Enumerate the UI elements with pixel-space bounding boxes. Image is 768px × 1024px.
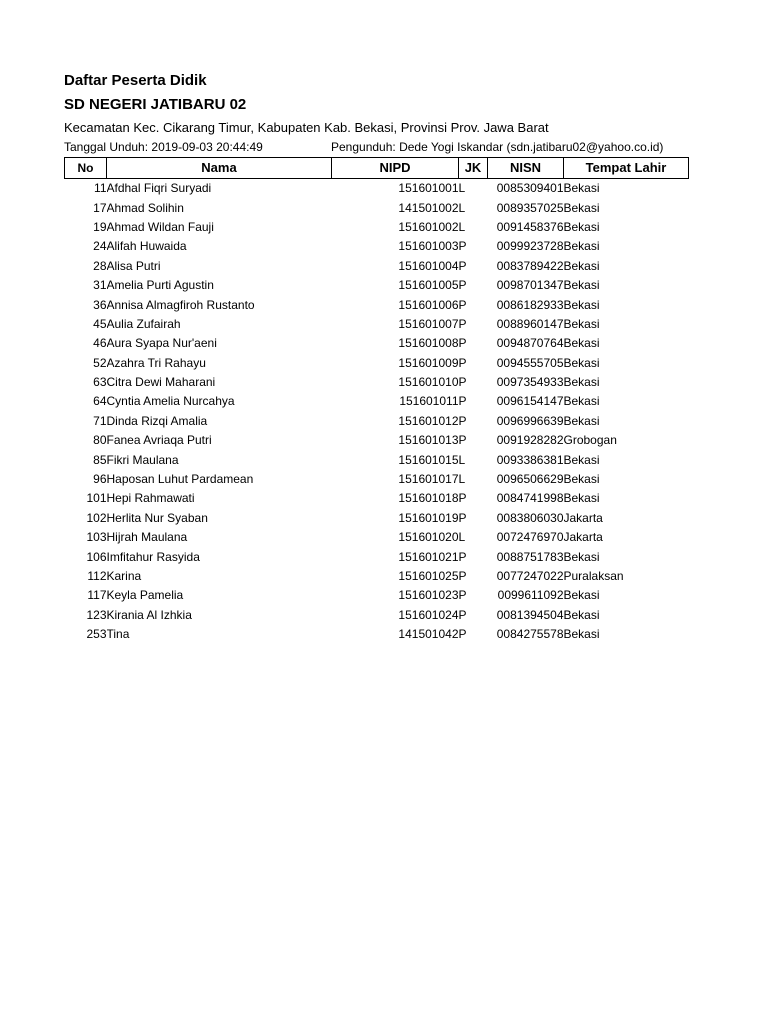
cell-no: 96 [93,472,107,487]
table-row [65,528,689,547]
table-row [65,334,689,353]
cell-nipd: 151601006 [398,297,459,312]
cell-nama: Kirania Al Izhkia [106,607,192,622]
table-row [65,431,689,450]
cell-nipd: 151601004 [398,258,459,273]
cell-no: 112 [87,569,107,583]
cell-no: 63 [93,375,107,390]
table-row [65,295,689,314]
cell-no: 80 [93,433,107,448]
table-row [65,315,689,334]
cell-nama: Fikri Maulana [106,452,179,467]
cell-tempat-lahir: Bekasi [563,239,600,254]
table-row [65,198,689,217]
cell-nipd: 151601011 [399,394,459,409]
table-row [65,257,689,276]
cell-nipd: 151601001 [398,181,459,196]
cell-tempat-lahir: Bekasi [563,491,600,506]
column-header-tempat-lahir: Tempat Lahir [564,158,689,179]
column-header-nisn: NISN [488,158,564,179]
table-row [65,489,689,508]
cell-nipd: 151601015 [398,452,459,467]
cell-tempat-lahir: Bekasi [563,627,600,642]
cell-tempat-lahir: Bekasi [563,588,600,603]
table-row [65,470,689,489]
cell-tempat-lahir: Bekasi [563,452,600,467]
cell-nisn: 0083806030 [496,510,564,525]
cell-nisn: 0084741998 [496,491,564,506]
cell-jk: L [458,452,466,467]
cell-tempat-lahir: Bekasi [563,200,600,215]
table-row [65,606,689,625]
cell-nisn: 0096996639 [496,413,564,428]
cell-jk: P [458,433,467,448]
cell-nama: Karina [106,569,142,583]
cell-nama: Amelia Purti Agustin [106,278,214,293]
cell-nisn: 0091928282 [496,433,564,448]
cell-nisn: 0097354933 [496,375,564,390]
table-row [65,567,689,586]
cell-nama: Alifah Huwaida [106,239,187,254]
cell-nisn: 0081394504 [496,607,564,622]
cell-nipd: 151601012 [398,413,459,428]
downloader-info: Pengunduh: Dede Yogi Iskandar (sdn.jatibaru02@yahoo.co.id) [331,140,664,154]
cell-nipd: 151601003 [398,239,459,254]
cell-nisn: 0083789422 [496,258,564,273]
column-header-jk: JK [459,158,488,179]
cell-no: 46 [93,336,107,351]
cell-nama: Citra Dewi Maharani [106,375,216,390]
cell-nama: Afdhal Fiqri Suryadi [106,181,212,196]
cell-nama: Cyntia Amelia Nurcahya [106,394,235,409]
cell-nisn: 0093386381 [496,452,564,467]
cell-no: 253 [86,627,107,642]
column-header-nipd: NIPD [332,158,459,179]
cell-nama: Tina [106,627,130,642]
table-row [65,509,689,528]
cell-jk: P [458,375,467,390]
cell-nama: Fanea Avriaqa Putri [106,433,212,448]
cell-tempat-lahir: Bekasi [563,297,600,312]
cell-nipd: 151601008 [398,336,459,351]
cell-nisn: 0091458376 [496,219,564,234]
cell-jk: P [458,510,467,525]
cell-nipd: 151601009 [398,355,459,370]
cell-nipd: 151601017 [398,472,459,487]
cell-nipd: 151601025 [398,569,459,583]
cell-tempat-lahir: Puralaksan [563,569,624,583]
location-line: Kecamatan Kec. Cikarang Timur, Kabupaten Kab. Bekasi, Provinsi Prov. Jawa Barat [64,120,549,135]
cell-nama: Herlita Nur Syaban [106,510,208,525]
cell-no: 85 [93,452,107,467]
cell-no: 101 [86,491,107,506]
cell-jk: P [458,239,467,254]
cell-tempat-lahir: Bekasi [563,316,600,331]
cell-nisn: 0096506629 [496,472,564,487]
cell-jk: P [458,413,467,428]
cell-tempat-lahir: Bekasi [563,394,600,409]
cell-nama: Haposan Luhut Pardamean [106,472,254,487]
cell-nama: Hepi Rahmawati [106,491,195,506]
student-table [64,157,689,644]
table-row [65,373,689,392]
cell-jk: P [458,394,467,409]
cell-tempat-lahir: Grobogan [563,433,617,448]
cell-nipd: 151601020 [398,530,459,545]
column-header-nama: Nama [107,158,332,179]
cell-nipd: 141501002 [398,200,459,215]
cell-tempat-lahir: Bekasi [563,336,600,351]
cell-nisn: 0098701347 [496,278,564,293]
cell-nisn: 0084275578 [496,627,564,642]
cell-jk: L [458,200,466,215]
cell-nipd: 151601019 [398,510,459,525]
table-row [65,179,689,199]
cell-nama: Annisa Almagfiroh Rustanto [106,297,255,312]
cell-nama: Azahra Tri Rahayu [106,355,206,370]
cell-no: 45 [93,316,107,331]
cell-jk: P [458,355,467,370]
cell-nipd: 151601013 [398,433,459,448]
table-row [65,392,689,411]
table-row [65,412,689,431]
table-body [65,179,689,645]
table-row [65,586,689,605]
cell-nama: Ahmad Solihin [106,200,184,215]
table-row [65,276,689,295]
table-row [65,625,689,644]
cell-nipd: 151601007 [398,316,459,331]
cell-nisn: 0099611092 [497,588,564,603]
cell-nama: Aura Syapa Nur'aeni [106,336,217,351]
cell-nipd: 151601024 [398,607,459,622]
cell-no: 71 [93,413,107,428]
cell-no: 52 [93,355,107,370]
cell-no: 64 [93,394,107,409]
cell-nisn: 0088751783 [496,549,564,564]
cell-nama: Aulia Zufairah [106,316,181,331]
cell-nisn: 0086182933 [496,297,564,312]
cell-nama: Alisa Putri [106,258,161,273]
cell-nisn: 0094555705 [496,355,564,370]
cell-tempat-lahir: Jakarta [563,510,603,525]
cell-tempat-lahir: Bekasi [563,258,600,273]
document-title: Daftar Peserta Didik [64,72,207,89]
cell-nisn: 0077247022 [496,569,564,583]
download-date: Tanggal Unduh: 2019-09-03 20:44:49 [64,140,263,154]
cell-no: 123 [86,607,107,622]
cell-jk: P [458,316,467,331]
cell-jk: P [458,569,467,583]
table-header-row [65,158,689,179]
cell-nipd: 151601005 [398,278,459,293]
cell-no: 31 [93,278,107,293]
table-row [65,237,689,256]
cell-tempat-lahir: Bekasi [563,472,600,487]
cell-no: 103 [86,530,107,545]
cell-jk: P [458,336,467,351]
cell-nipd: 151601010 [398,375,459,390]
cell-nisn: 0094870764 [496,336,564,351]
cell-jk: L [458,530,466,545]
cell-tempat-lahir: Bekasi [563,549,600,564]
cell-jk: L [458,219,466,234]
cell-tempat-lahir: Bekasi [563,181,600,196]
cell-nisn: 0085309401 [496,181,564,196]
column-header-no: No [65,158,107,179]
cell-no: 19 [93,219,107,234]
cell-tempat-lahir: Bekasi [563,278,600,293]
cell-jk: P [458,627,467,642]
cell-nisn: 0096154147 [496,394,564,409]
cell-nipd: 151601023 [398,588,459,603]
table-row [65,547,689,566]
cell-nama: Dinda Rizqi Amalia [106,413,208,428]
cell-jk: P [458,588,467,603]
cell-no: 106 [86,549,107,564]
cell-nisn: 0099923728 [496,239,564,254]
cell-tempat-lahir: Bekasi [563,413,600,428]
cell-jk: P [458,297,467,312]
cell-nipd: 151601021 [398,549,459,564]
cell-jk: P [458,549,467,564]
cell-no: 36 [93,297,107,312]
table-row [65,450,689,469]
table-row [65,218,689,237]
cell-nisn: 0088960147 [496,316,564,331]
cell-no: 24 [93,239,107,254]
cell-jk: L [458,181,466,196]
cell-tempat-lahir: Jakarta [563,530,603,545]
cell-no: 117 [87,588,107,603]
cell-jk: P [458,258,467,273]
cell-nama: Ahmad Wildan Fauji [106,219,214,234]
cell-nipd: 141501042 [398,627,459,642]
cell-nama: Imfitahur Rasyida [106,549,200,564]
cell-tempat-lahir: Bekasi [563,219,600,234]
cell-nama: Hijrah Maulana [106,530,188,545]
cell-jk: P [458,278,467,293]
cell-tempat-lahir: Bekasi [563,375,600,390]
cell-nisn: 0089357025 [496,200,564,215]
cell-no: 17 [93,200,107,215]
cell-nipd: 151601002 [398,219,459,234]
cell-jk: P [458,491,467,506]
cell-jk: P [458,607,467,622]
cell-jk: L [458,472,466,487]
cell-nipd: 151601018 [398,491,459,506]
cell-tempat-lahir: Bekasi [563,355,600,370]
table-header [65,158,689,179]
table-row [65,354,689,373]
school-name: SD NEGERI JATIBARU 02 [64,96,247,113]
cell-no: 28 [93,258,107,273]
cell-no: 11 [94,181,107,196]
cell-nama: Keyla Pamelia [106,588,184,603]
cell-nisn: 0072476970 [496,530,564,545]
cell-no: 102 [86,510,107,525]
cell-tempat-lahir: Bekasi [563,607,600,622]
